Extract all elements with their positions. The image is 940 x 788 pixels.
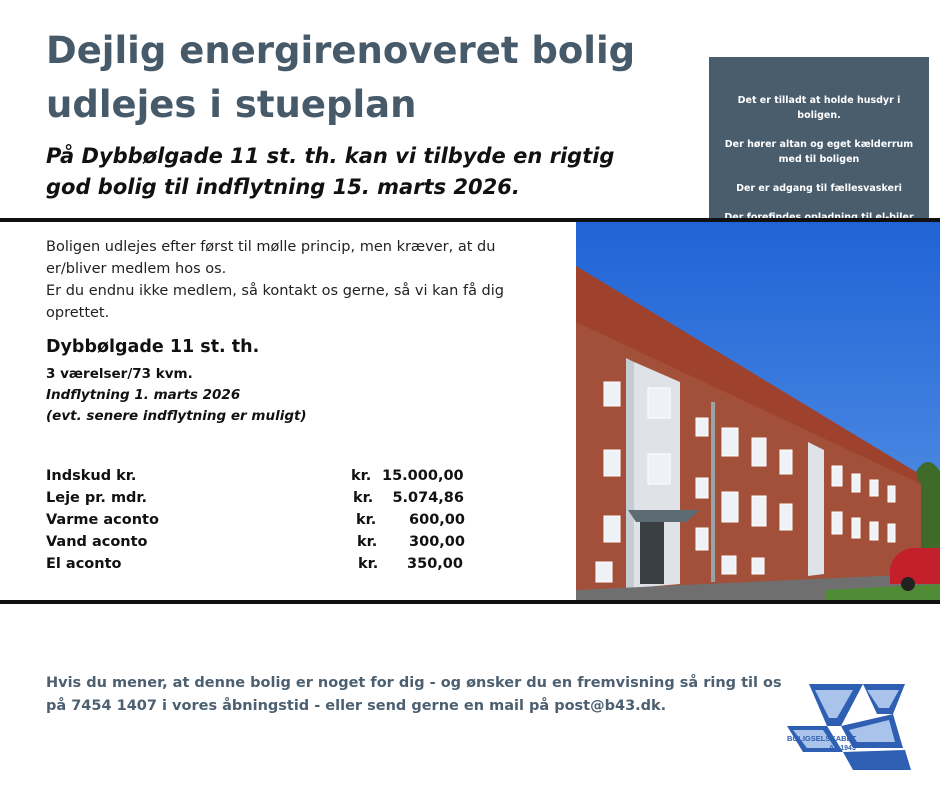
price-row <box>46 487 476 509</box>
price-currency: kr. <box>358 556 379 572</box>
price-row <box>46 531 476 553</box>
price-label: Indskud kr. <box>46 468 137 484</box>
price-label: Leje pr. mdr. <box>46 490 148 506</box>
company-logo <box>783 678 913 778</box>
apartment-details <box>46 364 307 427</box>
price-amount: 5.074,86 <box>392 490 464 506</box>
price-amount: 300,00 <box>409 534 465 550</box>
info-balcony: Der hører altan og eget kælderrum med til boligen <box>724 139 914 165</box>
info-pets: Det er tilladt at holde husdyr i boligen. <box>737 95 901 121</box>
move-in-note: (evt. senere indflytning er muligt) <box>46 408 307 424</box>
info-laundry: Der er adgang til fællesvaskeri <box>736 183 902 194</box>
price-amount: 15.000,00 <box>382 468 464 484</box>
contact-text: Hvis du mener, at denne bolig er noget for dig - og ønsker du en fremvisning så ring til os på 7454 1407 i vores åbningstid - eller send gerne en mail på post@b43.dk. <box>46 675 782 714</box>
price-label: El aconto <box>46 556 122 572</box>
price-currency: kr. <box>353 490 374 506</box>
logo-year-text: AF 1943 <box>829 745 856 752</box>
rooms-size: 3 værelser/73 kvm. <box>46 366 193 382</box>
intro-text <box>46 236 526 324</box>
page-title: Dejlig energirenoveret bolig udlejes i stueplan <box>46 29 636 126</box>
building-photo <box>576 222 940 600</box>
price-table <box>46 465 476 575</box>
divider-bottom <box>0 600 940 604</box>
intro-paragraph-2: Er du endnu ikke medlem, så kontakt os gerne, så vi kan få dig oprettet. <box>46 283 504 321</box>
price-currency: kr. <box>356 512 377 528</box>
page-subtitle: På Dybbølgade 11 st. th. kan vi tilbyde en rigtig god bolig til indflytning 15. marts 2026. <box>46 144 615 199</box>
price-row <box>46 465 476 487</box>
price-amount: 350,00 <box>407 556 463 572</box>
intro-paragraph-1: Boligen udlejes efter først til mølle princip, men kræver, at du er/bliver medlem hos os. <box>46 239 496 277</box>
price-row <box>46 509 476 531</box>
move-in-date: Indflytning 1. marts 2026 <box>46 387 241 403</box>
price-row <box>46 553 476 575</box>
price-currency: kr. <box>357 534 378 550</box>
price-label: Varme aconto <box>46 512 159 528</box>
price-currency: kr. <box>351 468 372 484</box>
price-label: Vand aconto <box>46 534 148 550</box>
price-amount: 600,00 <box>409 512 465 528</box>
address-heading: Dybbølgade 11 st. th. <box>46 337 260 357</box>
logo-name-text: BOLIGSELSKABET <box>787 734 857 743</box>
